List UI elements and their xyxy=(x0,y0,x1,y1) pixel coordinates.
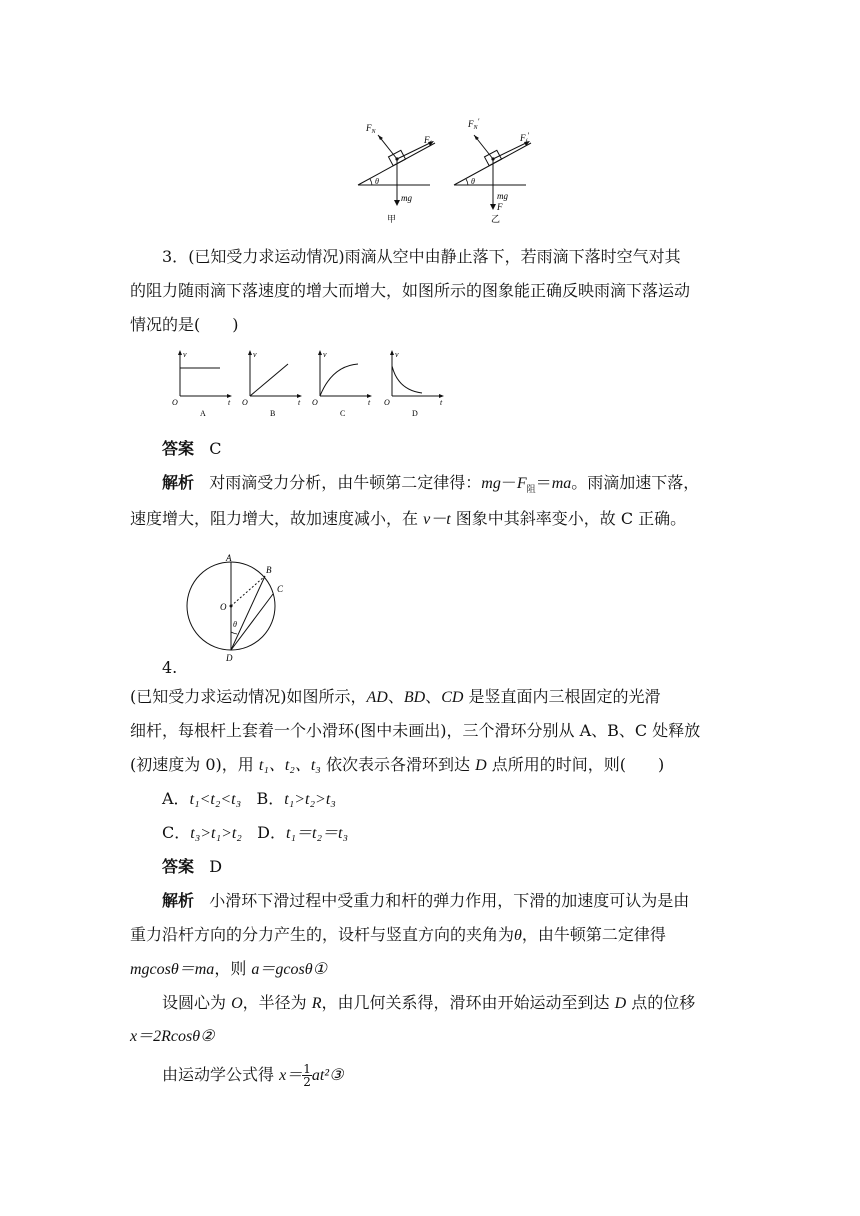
q4-analysis-line3: mgcosθ＝ma，则 a＝gcosθ① xyxy=(130,959,327,978)
graph-label-d: D xyxy=(412,409,418,418)
caption-yi: 乙 xyxy=(491,214,501,224)
mg-label: mg xyxy=(497,191,508,201)
q3-analysis-line1: 解析 对雨滴受力分析，由牛顿第二定律得：$mg-F_阻=ma$。雨滴加速下落， xyxy=(162,473,700,496)
option-b[interactable]: B．t₁>t₂>t₃ xyxy=(256,789,336,808)
option-d[interactable]: D．t₁＝t₂＝t₃ xyxy=(257,823,349,842)
incline-figure-right xyxy=(446,115,536,230)
q4-answer xyxy=(162,857,222,877)
analysis-label: 解析 xyxy=(162,473,195,492)
theta-label: θ xyxy=(375,177,379,186)
q3-text-line2: 的阻力随雨滴下落速度的增大而增大，如图所示的图象能正确反映雨滴下落运动 xyxy=(130,281,691,300)
q3-text-line3: 情况的是( ) xyxy=(130,315,239,334)
graph-label-a: A xyxy=(200,409,206,418)
answer-label: 答案 xyxy=(162,439,195,458)
q4-number: 4. xyxy=(162,658,178,677)
q3-line1 xyxy=(162,247,681,267)
mg-label: mg xyxy=(401,193,412,203)
q4-analysis-line4: 设圆心为 O，半径为 R，由几何关系得，滑环由开始运动至到达 D 点的位移 xyxy=(162,993,696,1012)
svg-text:O: O xyxy=(242,398,248,407)
q3-number: 3． xyxy=(162,247,189,266)
point-o: O xyxy=(220,602,227,612)
q4-line1: (已知受力求运动情况)如图所示，AD、BD、CD 是竖直面内三根固定的光滑 xyxy=(130,687,661,706)
option-a[interactable]: A．t₁<t₂<t₃ xyxy=(162,789,242,808)
graph-label-b: B xyxy=(270,409,276,418)
point-d: D xyxy=(226,653,233,663)
point-b: B xyxy=(266,565,272,575)
answer-value: D xyxy=(209,857,223,876)
ff-label: $F_f$ xyxy=(424,135,432,147)
q3-answer xyxy=(162,439,222,459)
fraction-one-half: $\frac{1}{2}$ xyxy=(303,1062,311,1089)
angle-theta: θ xyxy=(233,620,237,629)
q4-line3: (初速度为 0)，用 t₁、t₂、t₃ 依次表示各滑环到达 D 点所用的时间，则( ) xyxy=(130,755,665,774)
svg-text:t: t xyxy=(228,398,231,407)
ff-prime-label: $F_f'$ xyxy=(520,131,529,145)
vt-graph-b xyxy=(240,348,310,423)
q4-options-row1 xyxy=(162,789,336,810)
q4-analysis-line1: 解析 小滑环下滑过程中受重力和杆的弹力作用，下滑的加速度可认为是由 xyxy=(162,891,690,910)
q4-options-row2 xyxy=(162,823,348,844)
f-label: F xyxy=(497,202,503,212)
vt-graph-c xyxy=(310,348,380,423)
q4-analysis-line6: 由运动学公式得 x＝ $\frac{1}{2}$ at²③ xyxy=(162,1062,344,1089)
svg-text:t: t xyxy=(368,398,371,407)
svg-text:O: O xyxy=(312,398,318,407)
theta-label: θ xyxy=(471,177,475,186)
point-c: C xyxy=(277,584,284,594)
caption-jia: 甲 xyxy=(387,214,397,224)
svg-text:v: v xyxy=(395,350,399,359)
answer-value: C xyxy=(209,439,222,458)
q4-line2: 细杆，每根杆上套着一个小滑环(图中未画出)，三个滑环分别从 A、B、C 处释放 xyxy=(130,721,701,740)
svg-text:v: v xyxy=(323,350,327,359)
graph-label-c: C xyxy=(340,409,346,418)
fn-label: $F_N$ xyxy=(366,123,376,135)
svg-text:t: t xyxy=(440,398,443,407)
circle-chord-figure xyxy=(180,552,290,664)
point-a: A xyxy=(226,553,232,563)
svg-text:v: v xyxy=(183,350,187,359)
analysis-label: 解析 xyxy=(162,891,195,910)
incline-figure-left xyxy=(350,115,440,230)
fn-prime-label: $F_N'$ xyxy=(468,117,480,131)
svg-text:t: t xyxy=(298,398,301,407)
svg-text:O: O xyxy=(172,398,178,407)
svg-text:O: O xyxy=(384,398,390,407)
vt-graph-a xyxy=(170,348,240,423)
q4-analysis-line5: x＝2Rcosθ② xyxy=(130,1028,215,1045)
vt-graph-d xyxy=(382,348,452,423)
option-c[interactable]: C．t₃>t₁>t₂ xyxy=(162,823,242,842)
svg-text:v: v xyxy=(253,350,257,359)
q3-text-line1: (已知受力求运动情况)雨滴从空中由静止落下，若雨滴下落时空气对其 xyxy=(188,247,681,266)
answer-label: 答案 xyxy=(162,857,195,876)
q4-analysis-line2: 重力沿杆方向的分力产生的，设杆与竖直方向的夹角为θ，由牛顿第二定律得 xyxy=(130,925,666,944)
q3-analysis-line2: 速度增大，阻力增大，故加速度减小，在 v－t 图象中其斜率变小，故 C 正确。 xyxy=(130,509,687,528)
